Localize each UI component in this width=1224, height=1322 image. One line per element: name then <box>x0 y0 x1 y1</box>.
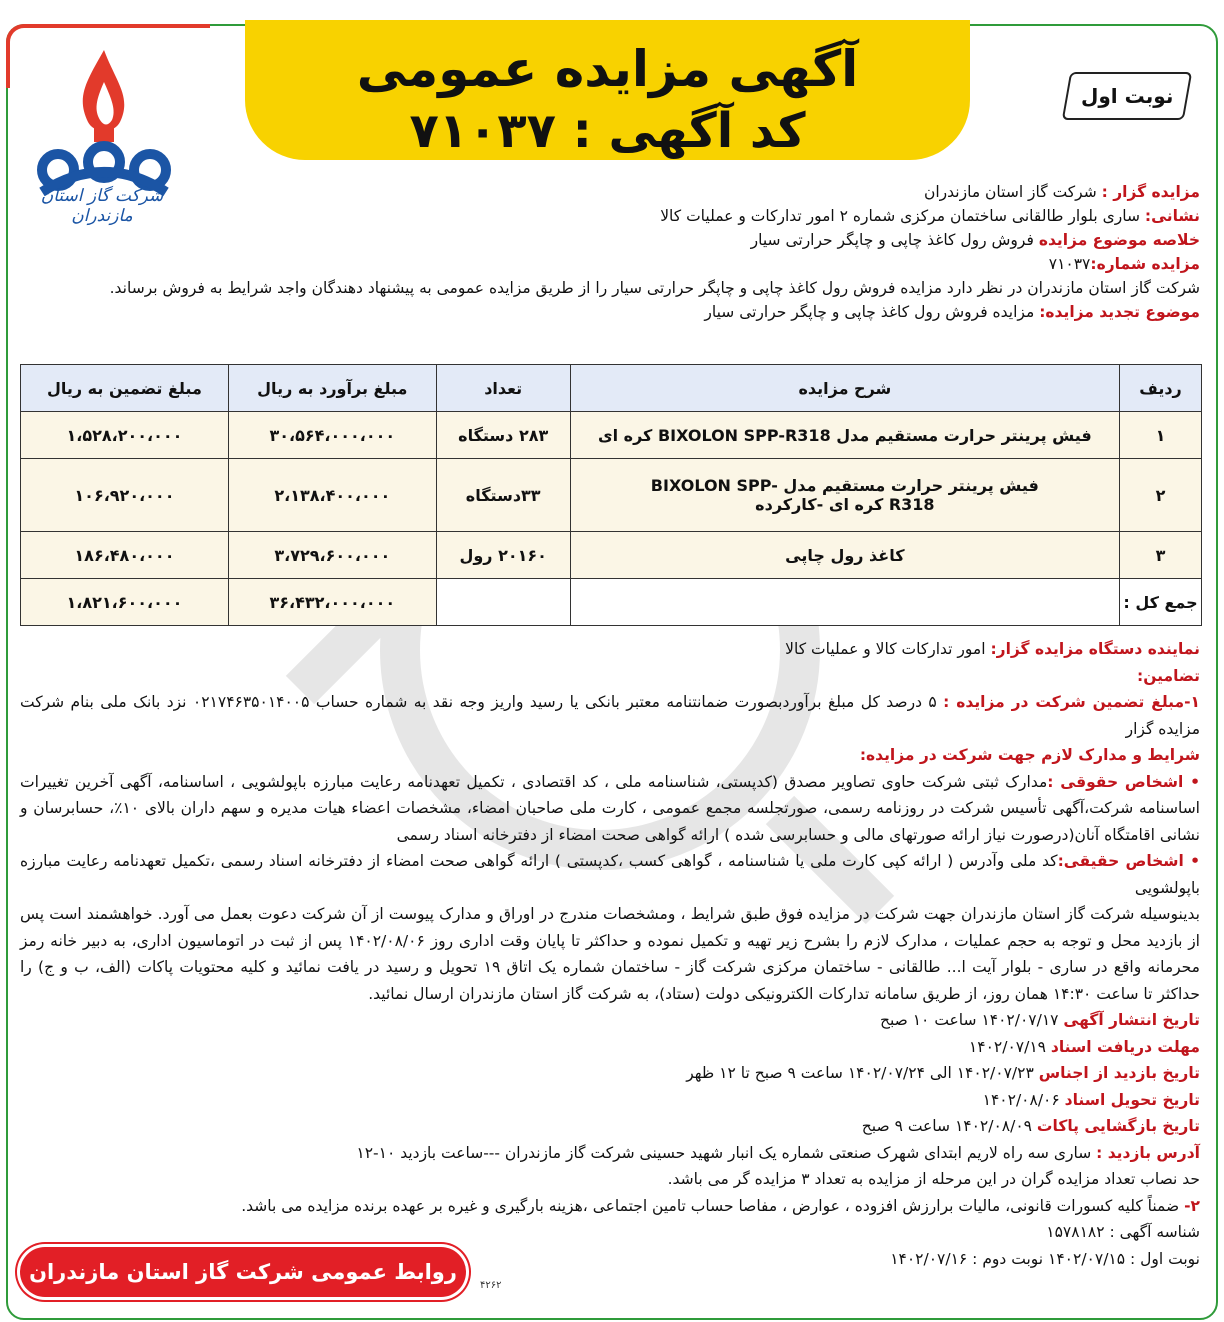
row-estimate: ۲،۱۳۸،۴۰۰،۰۰۰ <box>228 459 436 532</box>
delivery-label: تاریخ تحویل اسناد <box>1064 1090 1200 1109</box>
real-label: • اشخاص حقیقی: <box>1057 852 1200 870</box>
opening-value: ۱۴۰۲/۰۸/۰۹ ساعت ۹ صبح <box>861 1117 1032 1135</box>
deadline-value: ۱۴۰۲/۰۷/۱۹ <box>968 1037 1046 1056</box>
rep-line <box>20 636 1200 663</box>
real-persons <box>20 848 1200 901</box>
address-value: ساری بلوار طالقانی ساختمان مرکزی شماره ۲ امور تدارکات و عملیات کالا <box>660 207 1140 225</box>
visit-addr-label: آدرس بازدید : <box>1096 1143 1200 1162</box>
header-row-number: ردیف <box>1120 365 1202 412</box>
title-line1: آگهی مزایده عمومی <box>356 40 859 98</box>
table-row <box>21 459 1202 532</box>
row-guarantee: ۱۰۶،۹۲۰،۰۰۰ <box>21 459 229 532</box>
address-label: نشانی: <box>1144 207 1200 225</box>
subject-label: خلاصه موضوع مزایده <box>1038 231 1200 249</box>
body-text <box>20 636 1200 1272</box>
row-guarantee: ۱،۵۲۸،۲۰۰،۰۰۰ <box>21 412 229 459</box>
total-estimate: ۳۶،۴۳۲،۰۰۰،۰۰۰ <box>228 579 436 626</box>
intro-row: شرکت گاز استان مازندران در نظر دارد مزایده فروش رول کاغذ چاپی و چاپگر حرارتی سیار را از طریق مزایده عمومی به پیشنهاد دهندگان واجد شرایط به فروش برساند. <box>109 279 1200 297</box>
guarantee-1 <box>20 689 1200 742</box>
row-estimate: ۳۰،۵۶۴،۰۰۰،۰۰۰ <box>228 412 436 459</box>
note2-value: ضمناً کلیه کسورات قانونی، مالیات برارزش افزوده ، عوارض ، مفاصا حساب تامین اجتماعی ،هزینه بارگیری و غیره بر عهده برنده مزایده می باشد. <box>241 1196 1180 1215</box>
public-relations-banner <box>20 1247 466 1297</box>
note2-label: ۲- <box>1184 1196 1200 1215</box>
subject-row <box>20 228 1200 252</box>
nobat-label: نوبت اول <box>1080 84 1174 108</box>
table-row <box>21 412 1202 459</box>
visit-label: تاریخ بازدید از اجناس <box>1038 1064 1200 1082</box>
pub-label: تاریخ انتشار آگهی <box>1063 1011 1200 1029</box>
nobat-badge <box>1062 72 1192 120</box>
schedule: نوبت اول : ۱۴۰۲/۰۷/۱۵ نوبت دوم : ۱۴۰۲/۰۷/۱۶ <box>890 1249 1200 1268</box>
auctioneer-value: شرکت گاز استان مازندران <box>923 183 1097 201</box>
legal-label: • اشخاص حقوقی : <box>1047 772 1200 791</box>
row-quantity: ۳۳دستگاه <box>436 459 570 532</box>
ad-code-small: ۴۲۶۲ <box>480 1280 502 1291</box>
number-row <box>20 252 1200 276</box>
invitation-paragraph: بدینوسیله شرکت گاز استان مازندران جهت شرکت در مزایده فوق طبق شرایط ، ومشخصات مندرج در اوراق و مدارک پیوست از آن شرکت دعوت بعمل می آورد. خواهشمند است پس از بازدید محل و توجه به حجم عملیات ، مدارک لازم را بشرح زیر تهیه و تکمیل نموده و حداکثر تا پایان وقت اداری روز ۱۴۰۲/۰۸/۰۶ پس از ثبت در اتوماسیون اداری، به دبیر خانه رمز محرمانه واقع در ساری - بلوار آیت ا... طالقانی - ساختمان مرکزی شرکت گاز - ساختمان شماره یک اتاق ۱۹ تحویل و رسید در یافت نمائید و کلیه محتویات پاکات (الف، ب و ج) را حداکثر تا ساعت ۱۴:۳۰ همان روز، از طریق سامانه تدارکات الکترونیکی دولت (ستاد)، به شرکت گاز استان مازندران ارسال نمائید. <box>20 905 1200 1003</box>
row-description: کاغذ رول چاپی <box>570 532 1119 579</box>
header-description: شرح مزایده <box>570 365 1119 412</box>
renewal-row <box>20 300 1200 324</box>
address-row <box>20 204 1200 228</box>
logo-text: شرکت گاز استان مازندران <box>40 186 164 226</box>
renewal-label: موضوع تجدید مزایده: <box>1039 303 1200 321</box>
ad-id: شناسه آگهی : ۱۵۷۸۱۸۲ <box>1046 1223 1200 1241</box>
renewal-value: مزایده فروش رول کاغذ چاپی و چاپگر حرارتی سیار <box>704 303 1035 321</box>
delivery-date <box>20 1087 1200 1114</box>
deadline-date <box>20 1034 1200 1061</box>
table-header-row <box>21 365 1202 412</box>
title-banner <box>245 20 970 160</box>
g1-label: ۱-مبلغ تضمین شرکت در مزایده : <box>943 693 1200 711</box>
quorum: حد نصاب تعداد مزایده گران در این مرحله از مزایده به تعداد ۳ مزایده گر می باشد. <box>667 1170 1200 1188</box>
row-number: ۱ <box>1120 412 1202 459</box>
row-description: فیش پرینتر حرارت مستقیم مدل BIXOLON SPP-R318 کره ای <box>570 412 1119 459</box>
pr-label: روابط عمومی شرکت گاز استان مازندران <box>29 1260 457 1284</box>
visit-addr-value: ساری سه راه لاریم ابتدای شهرک صنعتی شماره یک انبار شهید حسینی شرکت گاز مازندران ---ساعت بازدید ۱۰-۱۲ <box>356 1143 1092 1162</box>
rep-value: امور تدارکات کالا و عملیات کالا <box>785 640 986 658</box>
auctioneer-row <box>20 180 1200 204</box>
rep-label: نماینده دستگاه مزایده گزار: <box>990 640 1200 658</box>
guarantees-label: تضامین: <box>1137 666 1200 685</box>
row-number: ۳ <box>1120 532 1202 579</box>
header-estimate: مبلغ برآورد به ریال <box>228 365 436 412</box>
row-number: ۲ <box>1120 459 1202 532</box>
legal-value: مدارک ثبتی شرکت حاوی تصاویر مصدق (کدپستی، شناسنامه ملی ، کد اقتصادی ، تکمیل تعهدنامه رعایت مبارزه باپولشویی ، اساسنامه، آگهی آخرین تغییرات اساسنامه شرکت،آگهی تأسیس شرکت در روزنامه رسمی، صورتجلسه مجمع عمومی ، کارت ملی صاحبان امضاء، مشخصات اعضاء هیات مدیره و سهم داران بالای ۱۰٪، حسابرسان و نشانی اقامتگاه آنان(درصورت نیاز ارائه صورتهای مالی و حسابرسی شده ) ارائه گواهی صحت امضاء از دفترخانه اسناد رسمی <box>20 772 1200 844</box>
number-label: مزایده شماره: <box>1090 255 1200 273</box>
row-guarantee: ۱۸۶،۴۸۰،۰۰۰ <box>21 532 229 579</box>
pub-date <box>20 1007 1200 1034</box>
table-row <box>21 532 1202 579</box>
deadline-label: مهلت دریافت اسناد <box>1050 1037 1200 1056</box>
real-value: کد ملی وآدرس ( ارائه کپی کارت ملی یا شناسنامه ، گواهی کسب ،کدپستی ) ارائه گواهی صحت امضاء از دفترخانه اسناد رسمی ،تکمیل تعهدنامه رعایت مبارزه باپولشویی <box>20 852 1200 897</box>
row-quantity: ۲۰۱۶۰ رول <box>436 532 570 579</box>
info-block <box>20 180 1200 324</box>
auction-table <box>20 364 1202 626</box>
title-line2: کد آگهی : ۷۱۰۳۷ <box>409 103 806 159</box>
subject-value: فروش رول کاغذ چاپی و چاپگر حرارتی سیار <box>750 231 1034 249</box>
opening-label: تاریخ بازگشایی پاکات <box>1036 1117 1200 1135</box>
note-2 <box>20 1193 1200 1220</box>
row-description: فیش پرینتر حرارت مستقیم مدل BIXOLON SPP-R318 کره ای -کارکرده <box>570 459 1119 532</box>
conditions-label: شرایط و مدارک لازم جهت شرکت در مزایده: <box>859 746 1200 764</box>
total-empty-quantity <box>436 579 570 626</box>
auctioneer-label: مزایده گزار : <box>1101 183 1200 201</box>
header-guarantee: مبلغ تضمین به ریال <box>21 365 229 412</box>
visit-value: ۱۴۰۲/۰۷/۲۳ الی ۱۴۰۲/۰۷/۲۴ ساعت ۹ صبح تا ۱۲ ظهر <box>686 1064 1034 1082</box>
legal-persons <box>20 769 1200 849</box>
pub-value: ۱۴۰۲/۰۷/۱۷ ساعت ۱۰ صبح <box>879 1011 1059 1029</box>
total-empty-description <box>570 579 1119 626</box>
total-guarantee: ۱،۸۲۱،۶۰۰،۰۰۰ <box>21 579 229 626</box>
row-quantity: ۲۸۳ دستگاه <box>436 412 570 459</box>
visit-date <box>20 1060 1200 1087</box>
opening-date <box>20 1113 1200 1140</box>
table-total-row <box>21 579 1202 626</box>
header-quantity: تعداد <box>436 365 570 412</box>
total-label: جمع کل : <box>1120 579 1202 626</box>
number-value: ۷۱۰۳۷ <box>1048 255 1091 273</box>
visit-address <box>20 1140 1200 1167</box>
g1-value: ۵ درصد کل مبلغ برآوردبصورت ضمانتنامه معتبر بانکی یا رسید واریز وجه نقد به شماره حساب ۰۲۱۷۴۶۳۵۰۱۴۰۰۵ نزد بانک ملی بنام شرکت مزایده گزار <box>20 693 1200 738</box>
delivery-value: ۱۴۰۲/۰۸/۰۶ <box>982 1090 1060 1109</box>
row-estimate: ۳،۷۲۹،۶۰۰،۰۰۰ <box>228 532 436 579</box>
